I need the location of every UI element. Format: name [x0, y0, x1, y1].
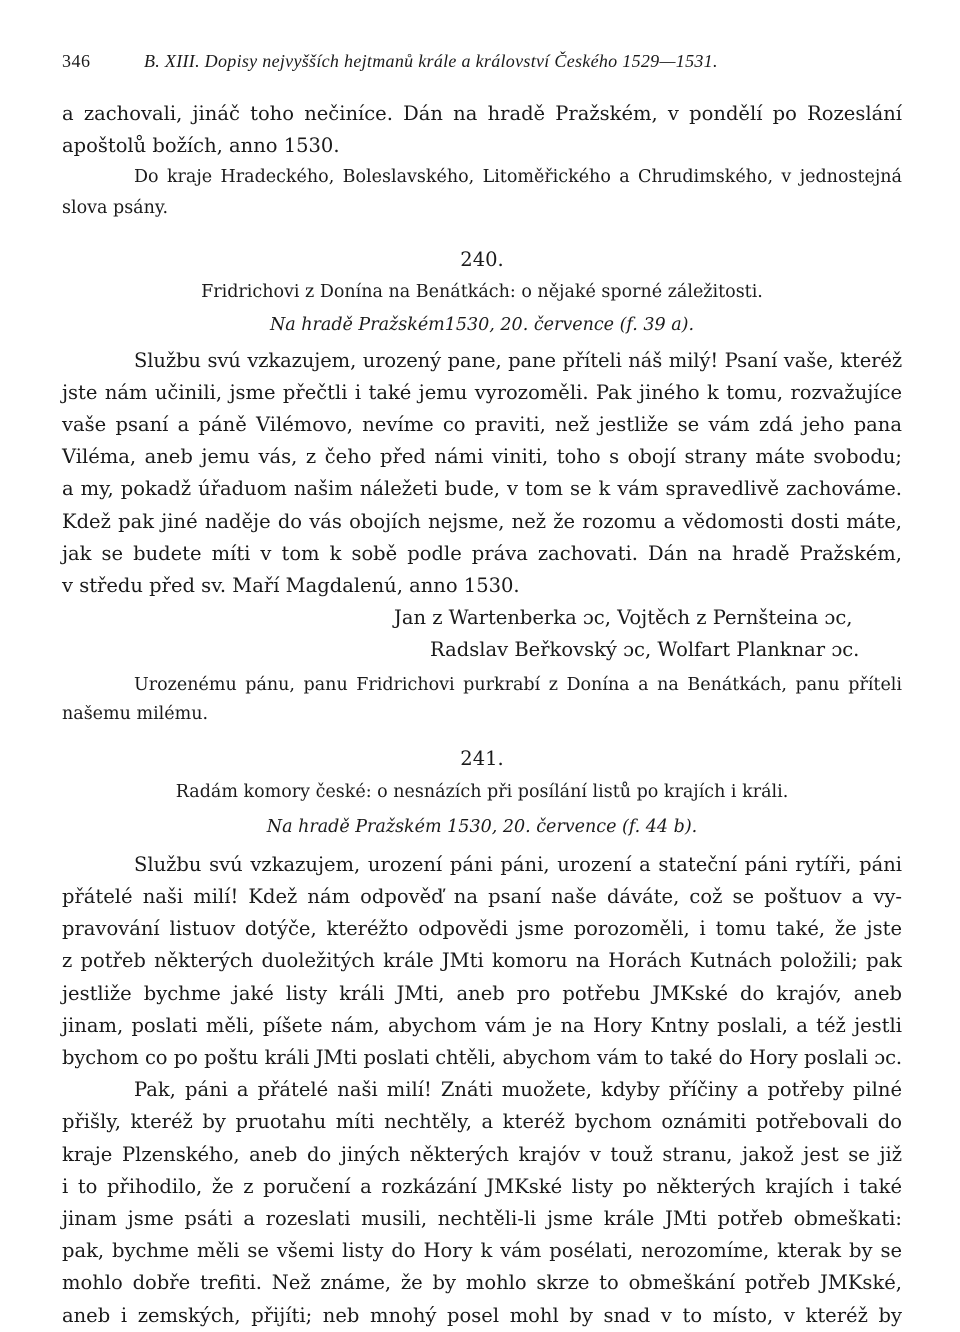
- letter-place-date-241: Na hradě Pražském 1530, 20. července (f. 44 b).: [266, 816, 698, 837]
- text-line: pravování listuov dotýče, kteréžto odpovědi jsme porozoměli, i tomu také, že jste: [62, 917, 902, 941]
- letter-number-241: 241.: [460, 746, 504, 770]
- letter-body-241-para2: [62, 1074, 902, 1332]
- letter-summary-241: Radám komory české: o nesnázích při posílání listů po krajích i králi.: [175, 781, 789, 802]
- signature-line: Jan z Wartenberka ɔc, Vojtěch z Pernšteina ɔc,: [394, 606, 853, 630]
- text-line: slova psány.: [62, 198, 169, 219]
- text-line: jste nám učinili, jsme přečtli i také jemu vyrozoměli. Pak jiného k tomu, rozvažujíce: [62, 380, 902, 404]
- text-line: přišly, kteréž by pruotahu míti nechtěly, a kteréž bychom oznámiti potřebovali do: [62, 1110, 902, 1134]
- text-line: Urozenému pánu, panu Fridrichovi purkrabí z Donína a na Benátkách, panu příteli: [134, 674, 902, 695]
- text-line: jak se budete míti v tom k sobě podle práva zachovati. Dán na hradě Pražském,: [62, 541, 902, 565]
- text-line: našemu milému.: [62, 703, 209, 724]
- text-line: Službu svú vzkazujem, urozený pane, pane příteli náš milý! Psaní vaše, kteréž: [134, 348, 902, 372]
- text-line: bychom co po poštu králi JMti poslati chtěli, abychom vám to také do Hory poslali ɔc.: [62, 1046, 902, 1070]
- address-240: [62, 671, 902, 729]
- letter-summary-240: Fridrichovi z Donína na Benátkách: o nějaké sporné záležitosti.: [201, 281, 763, 302]
- text-line: Kdež pak jiné naděje do vás obojích nejsme, než že rozomu a vědomosti dosti máte,: [62, 509, 902, 533]
- text-line: kraje Plzenského, aneb do jiných některých krajóv v touž stranu, jakož jest se již: [62, 1142, 902, 1166]
- text-line: Viléma, aneb jemu vás, z čeho před námi viniti, toho s obojí strany máte svobodu;: [62, 445, 902, 469]
- page-header: [62, 42, 902, 80]
- letter-place-date-240: Na hradě Pražském1530, 20. července (f. 39 a).: [269, 314, 695, 335]
- letter-number-240: 240.: [460, 248, 504, 272]
- prev-letter-closing: [62, 98, 902, 162]
- letter-body-240: [62, 345, 902, 603]
- text-line: v středu před sv. Maří Magdalenú, anno 1530.: [62, 574, 520, 598]
- signature-line: Radslav Beřkovský ɔc, Wolfart Planknar ɔc.: [430, 638, 860, 662]
- letter-body-241-para1: [62, 849, 902, 1074]
- text-line: a my, pokadž úřaduom našim náležeti bude, v tom se k vám spravedlivě zachováme.: [62, 477, 902, 501]
- text-line: přátelé naši milí! Kdež nám odpověď na psaní naše dáváte, což se poštuov a vy-: [62, 885, 902, 909]
- text-line: i to přihodilo, že z poručení a rozkázání JMKské listy po některých krajích i také: [62, 1174, 902, 1198]
- text-line: apoštolů božích, anno 1530.: [62, 134, 340, 158]
- text-line: Do kraje Hradeckého, Boleslavského, Litoměřického a Chrudimského, v jednostejná: [134, 167, 902, 188]
- text-line: jinam jsme psáti a rozeslati musili, nechtěli-li jsme krále JMti potřeb obmeškati:: [62, 1207, 902, 1231]
- text-line: vaše psaní a páně Vilémovo, nevíme co praviti, než jestliže se vám zdá jeho pana: [62, 413, 902, 437]
- text-line: jinam, poslati měli, píšete nám, abychom vám je na Hory Kntny poslali, a též jestli: [62, 1013, 902, 1037]
- prev-letter-note: [62, 162, 902, 224]
- text-line: Službu svú vzkazujem, urození páni páni, urození a stateční páni rytíři, páni: [134, 852, 902, 876]
- text-line: z potřeb některých duoležitých krále JMti komoru na Horách Kutnách položili; pak: [62, 949, 902, 973]
- text-line: mohlo dobře trefiti. Než známe, že by mohlo skrze to obmeškání potřeb JMKské,: [62, 1271, 902, 1295]
- page-number: 346: [62, 51, 91, 71]
- text-line: jestliže bychme jaké listy králi JMti, aneb pro potřebu JMKské do krajóv, aneb: [62, 981, 902, 1005]
- signatures-240: [62, 602, 902, 666]
- text-line: pak, bychme měli se všemi listy do Hory k vám posélati, nerozomíme, kterak by se: [62, 1239, 902, 1263]
- text-line: a zachovali, jináč toho nečiníce. Dán na hradě Pražském, v pondělí po Rozeslání: [62, 102, 902, 125]
- text-line: aneb i zemských, přijíti; neb mnohý posel mohl by snad v to místo, v kteréž by: [62, 1303, 902, 1327]
- running-title: B. XIII. Dopisy nejvyšších hejtmanů krále a království Českého 1529—1531.: [144, 51, 718, 71]
- text-line: Pak, páni a přátelé naši milí! Znáti muožete, kdyby příčiny a potřeby pilné: [134, 1078, 902, 1102]
